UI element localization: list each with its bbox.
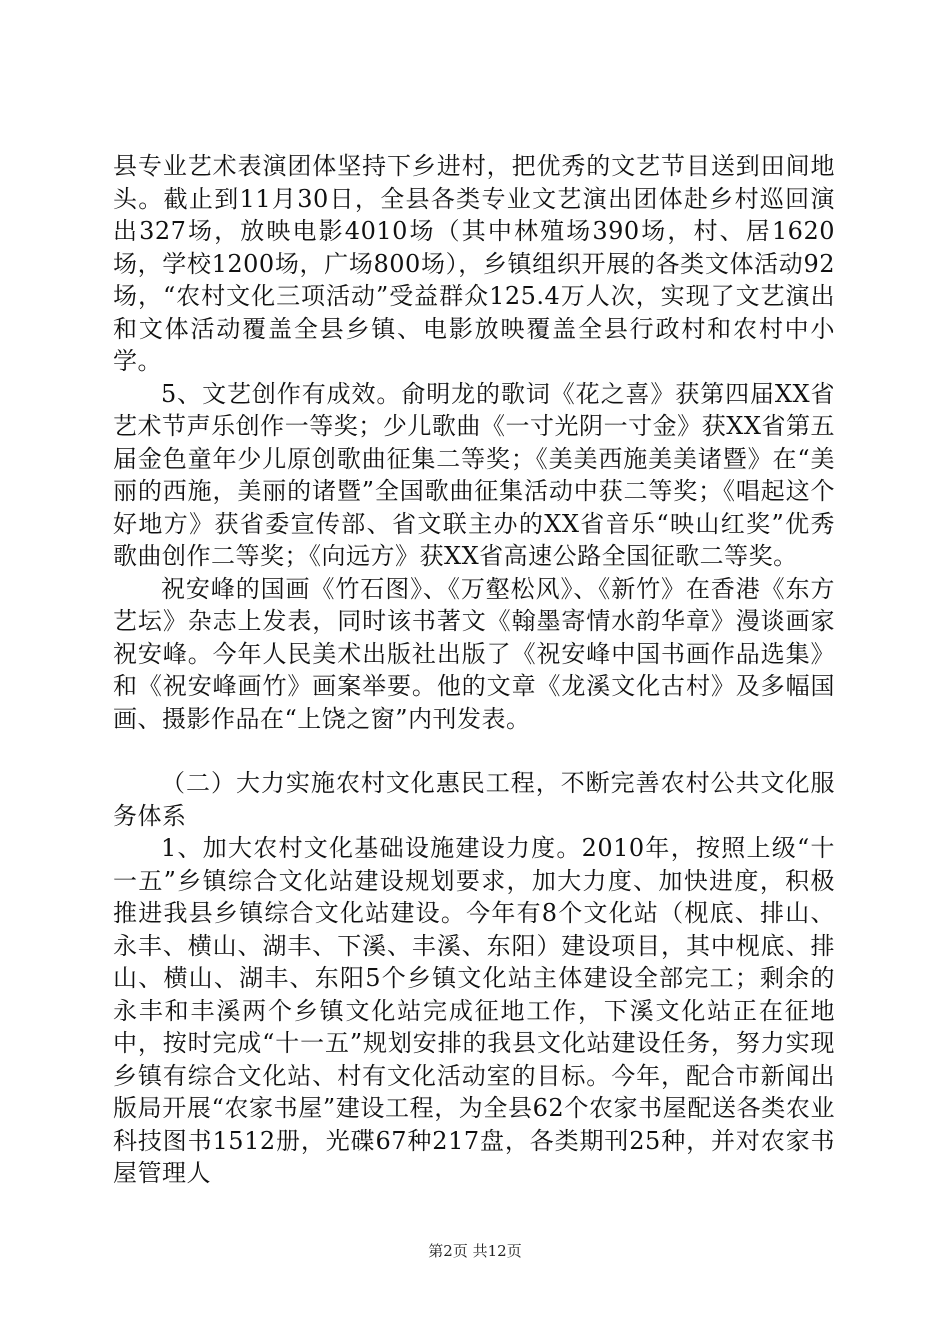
page-number-label: 第2页 共12页 bbox=[428, 1242, 522, 1260]
paragraph-infrastructure: 1、加大农村文化基础设施建设力度。2010年，按照上级“十一五”乡镇综合文化站建设规划要求，加大力度、加快进度，积极推进我县乡镇综合文化站建设。今年有8个文化站（枧底、排山、永丰、横山、湖丰、下溪、丰溪、东阳）建设项目，其中枧底、排山、横山、湖丰、东阳5个乡镇文化站主体建设全部完工；剩余的永丰和丰溪两个乡镇文化站完成征地工作，下溪文化站正在征地中，按时完成“十一五”规划安排的我县文化站建设任务，努力实现乡镇有综合文化站、村有文化活动室的目标。今年，配合市新闻出版局开展“农家书屋”建设工程，为全县62个农家书屋配送各类农业科技图书1512册，光碟67种217盘，各类期刊25种，并对农家书屋管理人 bbox=[113, 834, 835, 1187]
page-footer bbox=[0, 1240, 950, 1261]
section-heading-2: （二）大力实施农村文化惠民工程，不断完善农村公共文化服务体系 bbox=[113, 769, 835, 830]
paragraph-painter-zhu-anfeng: 祝安峰的国画《竹石图》、《万壑松风》、《新竹》在香港《东方艺坛》杂志上发表，同时该书著文《翰墨寄情水韵华章》漫谈画家祝安峰。今年人民美术出版社出版了《祝安峰中国书画作品选集》和《祝安峰画竹》画案举要。他的文章《龙溪文化古村》及多幅国画、摄影作品在“上饶之窗”内刊发表。 bbox=[113, 574, 835, 733]
paragraph-performance-stats: 县专业艺术表演团体坚持下乡进村，把优秀的文艺节目送到田间地头。截止到11月30日，全县各类专业文艺演出团体赴乡村巡回演出327场，放映电影4010场（其中林殖场390场，村、居1620场，学校1200场，广场800场），乡镇组织开展的各类文体活动92场，“农村文化三项活动”受益群众125.4万人次，实现了文艺演出和文体活动覆盖全县乡镇、电影放映覆盖全县行政村和农村中小学。 bbox=[113, 152, 835, 375]
paragraph-arts-creation: 5、文艺创作有成效。俞明龙的歌词《花之喜》获第四届XX省艺术节声乐创作一等奖；少儿歌曲《一寸光阴一寸金》获XX省第五届金色童年少儿原创歌曲征集二等奖；《美美西施美美诸暨》在“美丽的西施，美丽的诸暨”全国歌曲征集活动中获二等奖；《唱起这个好地方》获省委宣传部、省文联主办的XX省音乐“映山红奖”优秀歌曲创作二等奖；《向远方》获XX省高速公路全国征歌二等奖。 bbox=[113, 379, 835, 570]
document-body bbox=[113, 150, 835, 1190]
